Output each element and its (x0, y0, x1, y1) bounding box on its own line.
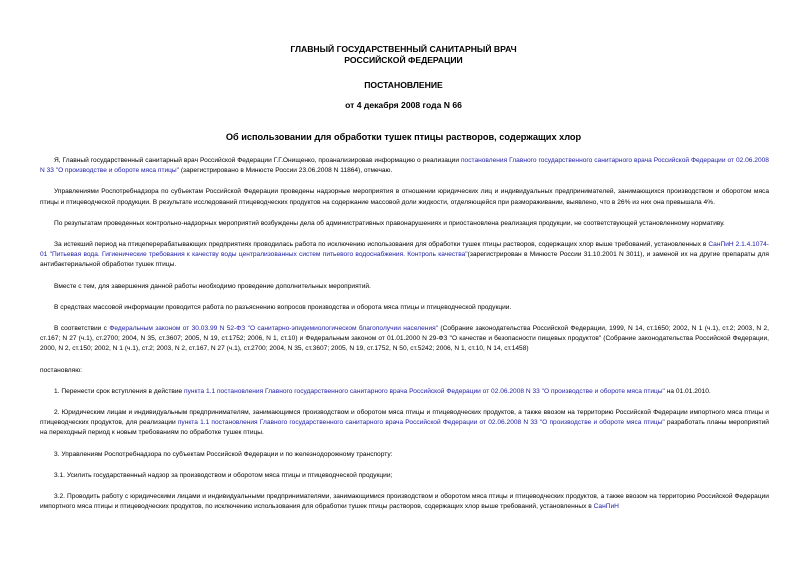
link-item-1-1[interactable]: пункта 1.1 постановления Главного государственного санитарного врача Российской Федерации от 02.06.2008 N 33 "О производстве и обороте мяса птицы" (184, 387, 665, 395)
link-federal-law-52[interactable]: Федеральным законом от 30.03.99 N 52-ФЗ "О санитарно-эпидемиологическом благополучии населения" (109, 325, 439, 333)
paragraph-item-3-1: 3.1. Усилить государственный надзор за производством и оборотом мяса птицы и птицеводческой продукции; (54, 471, 393, 479)
paragraph-6: В средствах массовой информации проводится работа по разъяснению вопросов производства и оборота мяса птицы и птицеводческой продукции. (54, 303, 512, 311)
paragraph-1: Я, Главный государственный санитарный врач Российской Федерации Г.Г.Онищенко, проанализировав информацию о реализации постановления Главного государственного санитарного врача Российской Федерации от 02.06.2008 N 33 "О производстве и обороте мяса птицы" (зарегистрировано в Минюсте России 23.06.2008 N 11864), отмечаю. (40, 157, 769, 175)
issuer-line-1: ГЛАВНЫЙ ГОСУДАРСТВЕННЫЙ САНИТАРНЫЙ ВРАЧ (290, 44, 517, 54)
document-body (40, 156, 769, 523)
paragraph-2: Управлениями Роспотребнадзора по субъектам Российской Федерации проведены надзорные мероприятия в отношении юридических лиц и индивидуальных предпринимателей, занимающихся производством и оборотом мяса птицы и птицеводческой продукции. В результате исследований птицеводческих продуктов на содержание массовой доли жидкости, отделяющейся при размораживании, выявлено, что в 26% из них она превышала 4%. (40, 188, 769, 206)
paragraph-item-3: 3. Управлениям Роспотребнадзора по субъектам Российской Федерации и по железнодорожному транспорту: (54, 450, 393, 458)
paragraph-item-1: 1. Перенести срок вступления в действие пункта 1.1 постановления Главного государственного санитарного врача Российской Федерации от 02.06.2008 N 33 "О производстве и обороте мяса птицы" на 01.01.2010. (54, 387, 711, 395)
paragraph-4: За истекший период на птицеперерабатывающих предприятиях проводилась работа по исключению использования для обработки тушек птицы растворов, содержащих хлор выше требований, установленных в СанПиН 2.1.4.1074-01 "Питьевая вода. Гигиенические требования к качеству воды централизованных систем питьевого водоснабжения. Контроль качества"(зарегистрирован в Минюсте России 31.10.2001 N 3011), и заменой их на другие препараты для антибактериальной обработки тушек птицы. (40, 241, 769, 269)
link-resolution-33[interactable]: постановления Главного государственного санитарного врача Российской Федерации от 02.06.2008 N 33 "О производстве и обороте мяса птицы" (40, 157, 769, 175)
link-sanpin-b[interactable]: СанПиН (593, 503, 619, 511)
paragraph-item-3-2: 3.2. Проводить работу с юридическими лицами и индивидуальными предпринимателями, занимающимися производством и оборотом мяса птицы и птицеводческих продуктов, а также ввозом на территорию Российской Федерации импортного мяса птицы и птицеводческих продуктов, по исключению использования для обработки тушек птицы растворов, содержащих хлор выше требований, установленных в СанПиН (40, 493, 769, 511)
paragraph-resolve: постановляю: (40, 366, 83, 374)
link-item-1-1-b[interactable]: пункта 1.1 постановления Главного государственного санитарного врача Российской Федерации от 02.06.2008 N 33 "О производстве и обороте мяса птицы" (177, 419, 665, 427)
document-type: ПОСТАНОВЛЕНИЕ (364, 80, 443, 90)
paragraph-7: В соответствии с Федеральным законом от 30.03.99 N 52-ФЗ "О санитарно-эпидемиологическом благополучии населения" (Собрание законодательства Российской Федерации, 1999, N 14, ст.1650; 2002, N 1 (ч.1), ст.2; 2003, N 2, ст.167; N 27 (ч.1), ст.2700; 2004, N 35, ст.3607; 2005, N 19, ст.1752; 2006, N 1, ст.10) и Федеральным законом от 01.01.2000 N 29-ФЗ "О качестве и безопасности пищевых продуктов" (Собрание законодательства Российской Федерации, 2000, N 2, ст.150; 2002, N 1 (ч.1), ст.2; 2003, N 2, ст.167, N 27 (ч.1), ст.2700; 2004, N 35, ст.3607; 2005, N 19, ст.1752, N 50, ст.5242; 2006, N 1, ст.10, N 14, ст.1458) (40, 325, 769, 353)
document-title: Об использовании для обработки тушек птицы растворов, содержащих хлор (225, 132, 582, 142)
paragraph-5: Вместе с тем, для завершения данной работы необходимо проведение дополнительных мероприятий. (54, 282, 371, 290)
document-date: от 4 декабря 2008 года N 66 (345, 100, 462, 110)
paragraph-item-2: 2. Юридическим лицам и индивидуальным предпринимателям, занимающимся производством и оборотом мяса птицы и птицеводческих продуктов, а также ввозом на территорию Российской Федерации импортного мяса птицы и птицеводческих продуктов, для реализации пункта 1.1 постановления Главного государственного санитарного врача Российской Федерации от 02.06.2008 N 33 "О производстве и обороте мяса птицы" разработать планы мероприятий на переходный период к новым требованиям по обработке тушек птицы. (40, 409, 769, 437)
issuer-heading (0, 44, 807, 66)
link-sanpin[interactable]: СанПиН 2.1.4.1074-01 "Питьевая вода. Гигиенические требования к качеству воды централизованных систем питьевого водоснабжения. Контроль качества" (40, 241, 769, 259)
issuer-line-2: РОССИЙСКОЙ ФЕДЕРАЦИИ (344, 55, 463, 65)
paragraph-3: По результатам проведенных контрольно-надзорных мероприятий возбуждены дела об административных правонарушениях и приостановлена реализация продукции, не соответствующей установленному нормативу. (54, 219, 725, 227)
